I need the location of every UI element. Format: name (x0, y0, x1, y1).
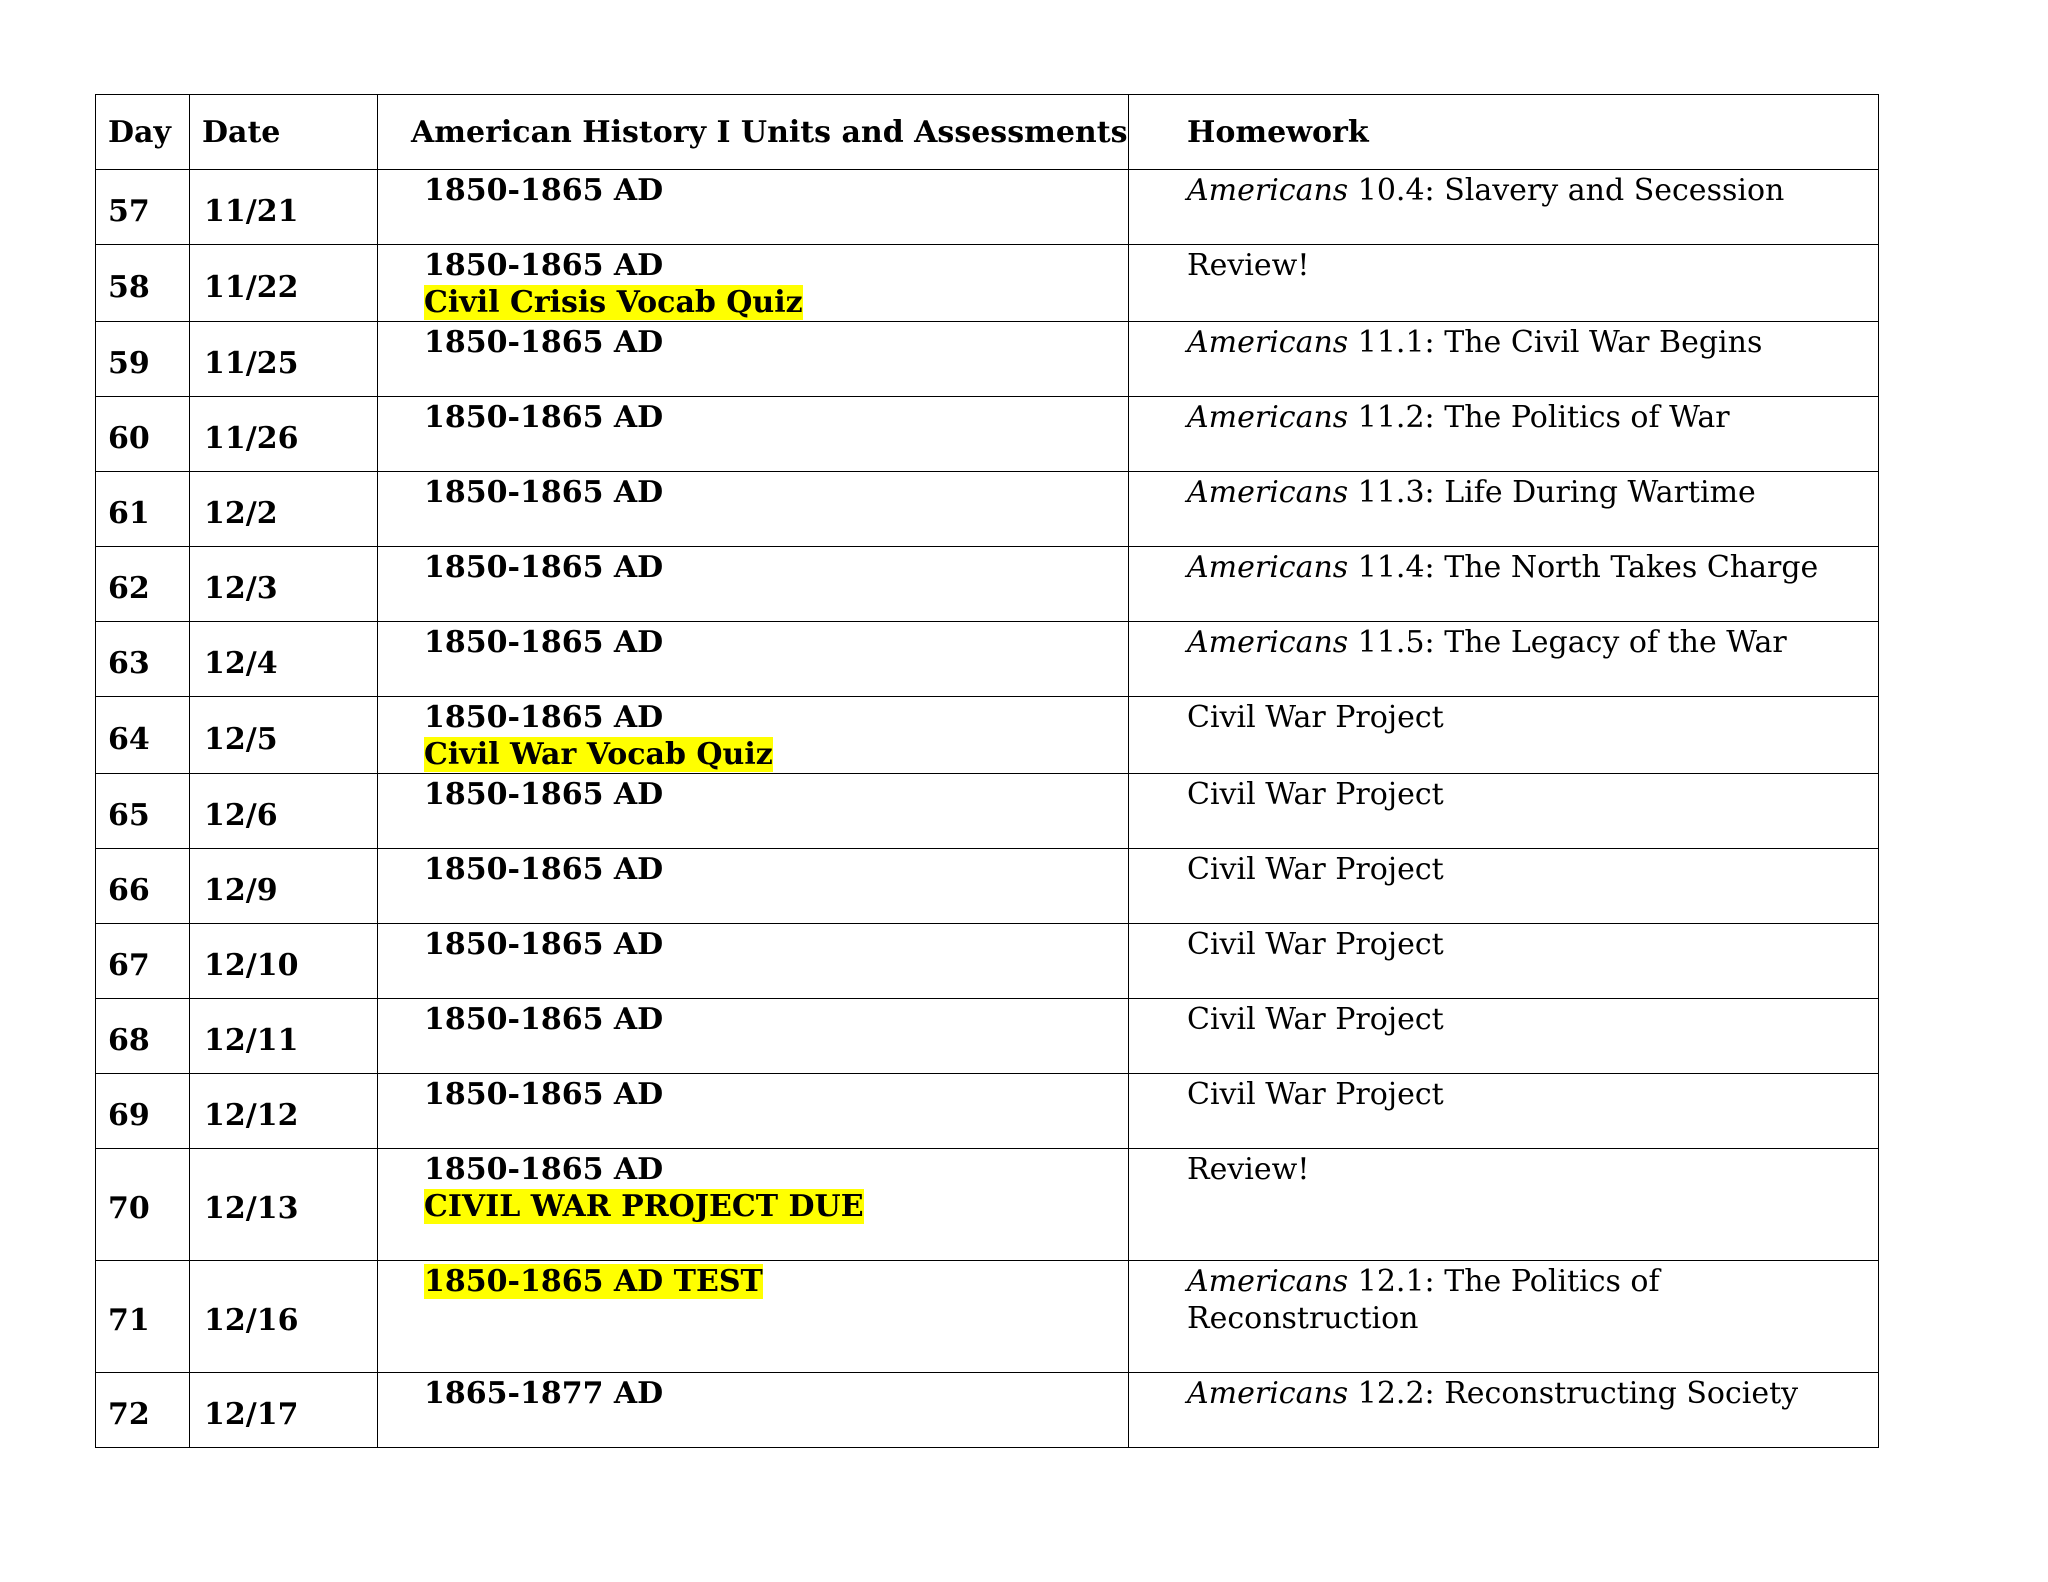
table-row (96, 924, 1879, 999)
day-number: 61 (108, 495, 150, 531)
homework-cell (1129, 924, 1879, 999)
date-value: 12/17 (204, 1396, 299, 1432)
date-cell (190, 849, 378, 924)
day-cell (96, 849, 190, 924)
day-cell (96, 322, 190, 397)
day-cell (96, 397, 190, 472)
day-number: 62 (108, 570, 150, 606)
homework-cell (1129, 999, 1879, 1074)
day-number: 69 (108, 1097, 150, 1133)
date-cell (190, 1261, 378, 1373)
day-number: 58 (108, 269, 150, 305)
day-number: 67 (108, 947, 150, 983)
date-cell (190, 1373, 378, 1448)
date-cell (190, 245, 378, 322)
date-cell (190, 999, 378, 1074)
unit-cell (378, 1261, 1129, 1373)
day-number: 57 (108, 193, 150, 229)
unit-label: 1850-1865 AD (424, 400, 664, 435)
homework-text: 10.4: Slavery and Secession (1348, 173, 1785, 208)
date-value: 12/12 (204, 1097, 299, 1133)
date-value: 11/22 (204, 269, 299, 305)
homework-text: 12.2: Reconstructing Society (1348, 1376, 1799, 1411)
date-value: 12/11 (204, 1022, 299, 1058)
unit-label: 1850-1865 AD (424, 1077, 664, 1112)
day-cell (96, 245, 190, 322)
unit-cell (378, 397, 1129, 472)
unit-cell (378, 1149, 1129, 1261)
unit-cell (378, 622, 1129, 697)
date-value: 11/25 (204, 345, 299, 381)
date-cell (190, 547, 378, 622)
date-cell (190, 170, 378, 245)
homework-text: Civil War Project (1187, 700, 1444, 735)
homework-cell (1129, 1149, 1879, 1261)
homework-text: Civil War Project (1187, 852, 1444, 887)
textbook-title: Americans (1187, 1376, 1349, 1411)
date-cell (190, 924, 378, 999)
unit-cell (378, 245, 1129, 322)
homework-text: 12.1: The Politics of Reconstruction (1187, 1264, 1660, 1336)
textbook-title: Americans (1187, 475, 1349, 510)
textbook-title: Americans (1187, 550, 1349, 585)
homework-cell (1129, 774, 1879, 849)
date-cell (190, 397, 378, 472)
homework-cell (1129, 1261, 1879, 1373)
unit-label: 1850-1865 AD (424, 173, 664, 208)
header-row (96, 95, 1879, 170)
schedule-table (95, 94, 1879, 1448)
date-value: 11/21 (204, 193, 299, 229)
textbook-title: Americans (1187, 173, 1349, 208)
day-cell (96, 697, 190, 774)
unit-cell (378, 170, 1129, 245)
homework-cell (1129, 849, 1879, 924)
day-cell (96, 170, 190, 245)
day-cell (96, 1261, 190, 1373)
homework-text: Civil War Project (1187, 1077, 1444, 1112)
textbook-title: Americans (1187, 325, 1349, 360)
date-value: 12/3 (204, 570, 278, 606)
homework-text: 11.1: The Civil War Begins (1348, 325, 1763, 360)
table-row (96, 622, 1879, 697)
day-number: 70 (108, 1191, 150, 1226)
table-row (96, 774, 1879, 849)
homework-cell (1129, 170, 1879, 245)
day-number: 64 (108, 721, 150, 757)
assessment-highlight: Civil Crisis Vocab Quiz (424, 285, 803, 320)
homework-text: 11.5: The Legacy of the War (1348, 625, 1787, 660)
unit-cell (378, 1373, 1129, 1448)
homework-text: 11.4: The North Takes Charge (1348, 550, 1819, 585)
unit-label: 1850-1865 AD (424, 777, 664, 812)
unit-label: 1850-1865 AD (424, 852, 664, 887)
day-cell (96, 472, 190, 547)
unit-cell (378, 999, 1129, 1074)
date-cell (190, 622, 378, 697)
date-value: 12/4 (204, 645, 278, 681)
unit-label: 1850-1865 AD (424, 325, 664, 360)
assessment-highlight: Civil War Vocab Quiz (424, 737, 773, 772)
day-number: 71 (108, 1303, 150, 1338)
date-value: 12/16 (204, 1303, 299, 1338)
date-value: 12/5 (204, 721, 278, 757)
homework-text: Review! (1187, 248, 1310, 283)
unit-cell (378, 924, 1129, 999)
homework-cell (1129, 1074, 1879, 1149)
table-row (96, 322, 1879, 397)
assessment-highlight: 1850-1865 AD TEST (424, 1264, 763, 1299)
textbook-title: Americans (1187, 1264, 1349, 1299)
date-value: 12/13 (204, 1191, 299, 1226)
day-cell (96, 774, 190, 849)
date-cell (190, 472, 378, 547)
unit-cell (378, 774, 1129, 849)
unit-label: 1850-1865 AD (424, 927, 664, 962)
homework-text: Review! (1187, 1152, 1310, 1187)
unit-label: 1850-1865 AD (424, 1002, 664, 1037)
day-number: 72 (108, 1396, 150, 1432)
day-number: 68 (108, 1022, 150, 1058)
date-cell (190, 1149, 378, 1261)
unit-label: 1850-1865 AD (424, 248, 664, 283)
homework-cell (1129, 397, 1879, 472)
table-row (96, 1261, 1879, 1373)
day-number: 66 (108, 872, 150, 908)
unit-label: 1850-1865 AD (424, 700, 664, 735)
table-row (96, 1373, 1879, 1448)
date-cell (190, 774, 378, 849)
unit-label: 1865-1877 AD (424, 1376, 664, 1411)
homework-cell (1129, 1373, 1879, 1448)
unit-cell (378, 849, 1129, 924)
unit-cell (378, 322, 1129, 397)
unit-cell (378, 697, 1129, 774)
day-cell (96, 924, 190, 999)
table-row (96, 170, 1879, 245)
table-row (96, 999, 1879, 1074)
table-row (96, 397, 1879, 472)
date-value: 11/26 (204, 420, 299, 456)
day-cell (96, 1074, 190, 1149)
header-day: Day (96, 95, 190, 170)
table-row (96, 1074, 1879, 1149)
day-cell (96, 622, 190, 697)
date-cell (190, 1074, 378, 1149)
date-cell (190, 322, 378, 397)
schedule-body (96, 170, 1879, 1448)
table-row (96, 1149, 1879, 1261)
textbook-title: Americans (1187, 400, 1349, 435)
header-date: Date (190, 95, 378, 170)
homework-text: Civil War Project (1187, 777, 1444, 812)
date-value: 12/10 (204, 947, 299, 983)
homework-cell (1129, 472, 1879, 547)
day-cell (96, 547, 190, 622)
homework-text: Civil War Project (1187, 1002, 1444, 1037)
homework-cell (1129, 697, 1879, 774)
homework-cell (1129, 622, 1879, 697)
textbook-title: Americans (1187, 625, 1349, 660)
day-number: 65 (108, 797, 150, 833)
table-row (96, 472, 1879, 547)
unit-cell (378, 472, 1129, 547)
day-cell (96, 999, 190, 1074)
header-homework: Homework (1129, 95, 1879, 170)
unit-label: 1850-1865 AD (424, 475, 664, 510)
homework-text: Civil War Project (1187, 927, 1444, 962)
day-number: 59 (108, 345, 150, 381)
table-row (96, 245, 1879, 322)
unit-label: 1850-1865 AD (424, 1152, 664, 1187)
homework-cell (1129, 547, 1879, 622)
date-cell (190, 697, 378, 774)
homework-cell (1129, 245, 1879, 322)
day-number: 63 (108, 645, 150, 681)
unit-label: 1850-1865 AD (424, 550, 664, 585)
unit-label: 1850-1865 AD (424, 625, 664, 660)
assessment-highlight: CIVIL WAR PROJECT DUE (424, 1189, 864, 1224)
date-value: 12/9 (204, 872, 278, 908)
homework-text: 11.3: Life During Wartime (1348, 475, 1756, 510)
table-row (96, 697, 1879, 774)
day-number: 60 (108, 420, 150, 456)
day-cell (96, 1373, 190, 1448)
table-row (96, 849, 1879, 924)
unit-cell (378, 547, 1129, 622)
day-cell (96, 1149, 190, 1261)
header-units: American History I Units and Assessments (378, 95, 1129, 170)
date-value: 12/6 (204, 797, 278, 833)
table-row (96, 547, 1879, 622)
unit-cell (378, 1074, 1129, 1149)
date-value: 12/2 (204, 495, 278, 531)
homework-cell (1129, 322, 1879, 397)
homework-text: 11.2: The Politics of War (1348, 400, 1730, 435)
